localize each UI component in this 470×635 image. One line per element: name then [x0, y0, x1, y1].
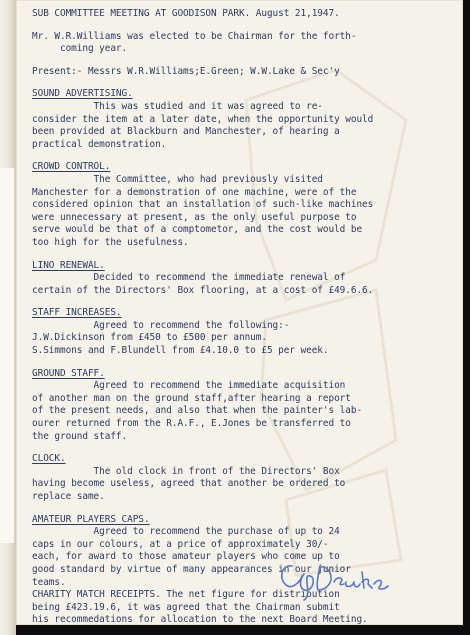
body-line: his recommedations for allocation to the next Board Meeting.: [32, 614, 368, 625]
body-line: J.W.Dickinson from £450 to £500 per annum.: [32, 332, 267, 344]
intro-line: coming year.: [32, 43, 128, 55]
section-heading-crowd: CROWD CONTROL.: [32, 161, 111, 173]
document-page: [16, 0, 463, 625]
body-line: considered opinion that an installation of such-like machines: [32, 199, 374, 211]
handwritten-signature: [274, 552, 394, 602]
body-line: were unnecessary at present, as the only useful purpose to: [32, 211, 357, 223]
body-line: ourer returned from the R.A.F., E.Jones be transferred to: [32, 418, 351, 430]
body-line: Agreed to recommend the following:-: [32, 319, 290, 331]
charity-line: CHARITY MATCH RECEIPTS. The net figure for distribution: [32, 589, 340, 601]
body-line: the ground staff.: [32, 430, 128, 442]
body-line: consider the item at a later date, when the opportunity would: [32, 113, 374, 125]
body-line: good standard by virtue of many appearances in our junior: [32, 563, 351, 575]
body-line: of another man on the ground staff,after hearing a report: [32, 392, 351, 404]
section-heading-sound: SOUND ADVERTISING.: [32, 88, 133, 100]
section-heading-amateur: AMATEUR PLAYERS CAPS.: [32, 513, 150, 525]
body-line: being £423.19.6, it was agreed that the Chairman submit: [32, 601, 340, 613]
body-line: practical demonstration.: [32, 138, 167, 150]
binder-fold: [0, 168, 15, 543]
body-line: Manchester for a demonstration of one machine, were of the: [32, 186, 357, 198]
body-line: replace same.: [32, 491, 105, 502]
present-line: Present:- Messrs W.R.Williams;E.Green; W.W.Lake & Sec'y: [32, 65, 340, 77]
body-line: teams.: [32, 576, 66, 588]
body-line: S.Simmons and F.Blundell from £4.10.0 to £5 per week.: [32, 345, 329, 357]
body-line: This was studied and it was agreed to re-: [32, 100, 323, 112]
body-line: been provided at Blackburn and Manchester, of hearing a: [32, 126, 340, 138]
meeting-title: SUB COMMITTEE MEETING AT GOODISON PARK. August 21,1947.: [32, 8, 340, 19]
body-line: Agreed to recommend the immediate acquisition: [32, 380, 346, 392]
body-line: of the present needs, and also that when the painter's lab-: [32, 405, 363, 417]
minutes-text: [32, 8, 456, 625]
section-heading-lino: LINO RENEWAL.: [32, 259, 105, 271]
section-heading-ground: GROUND STAFF.: [32, 367, 105, 379]
body-line: The old clock in front of the Directors' Box: [32, 465, 340, 477]
body-line: Agreed to recommend the purchase of up to 24: [32, 526, 340, 538]
body-line: The Committee, who had previously visited: [32, 173, 323, 185]
section-heading-clock: CLOCK.: [32, 453, 66, 465]
body-line: Decided to recommend the immediate renewal of: [32, 272, 346, 284]
body-line: caps in our colours, at a price of approximately 30/-: [32, 538, 329, 550]
body-line: having become useless, agreed that another be ordered to: [32, 478, 346, 490]
body-line: serve would be that of a comptometor, and the cost would be: [32, 224, 363, 236]
body-line: too high for the usefulness.: [32, 236, 189, 248]
body-line: each, for award to those amateur players who come up to: [32, 551, 340, 563]
intro-line: Mr. W.R.Williams was elected to be Chairman for the forth-: [32, 30, 357, 42]
section-heading-staff: STAFF INCREASES.: [32, 307, 122, 319]
body-line: certain of the Directors' Box flooring, at a cost of £49.6.6.: [32, 284, 374, 296]
